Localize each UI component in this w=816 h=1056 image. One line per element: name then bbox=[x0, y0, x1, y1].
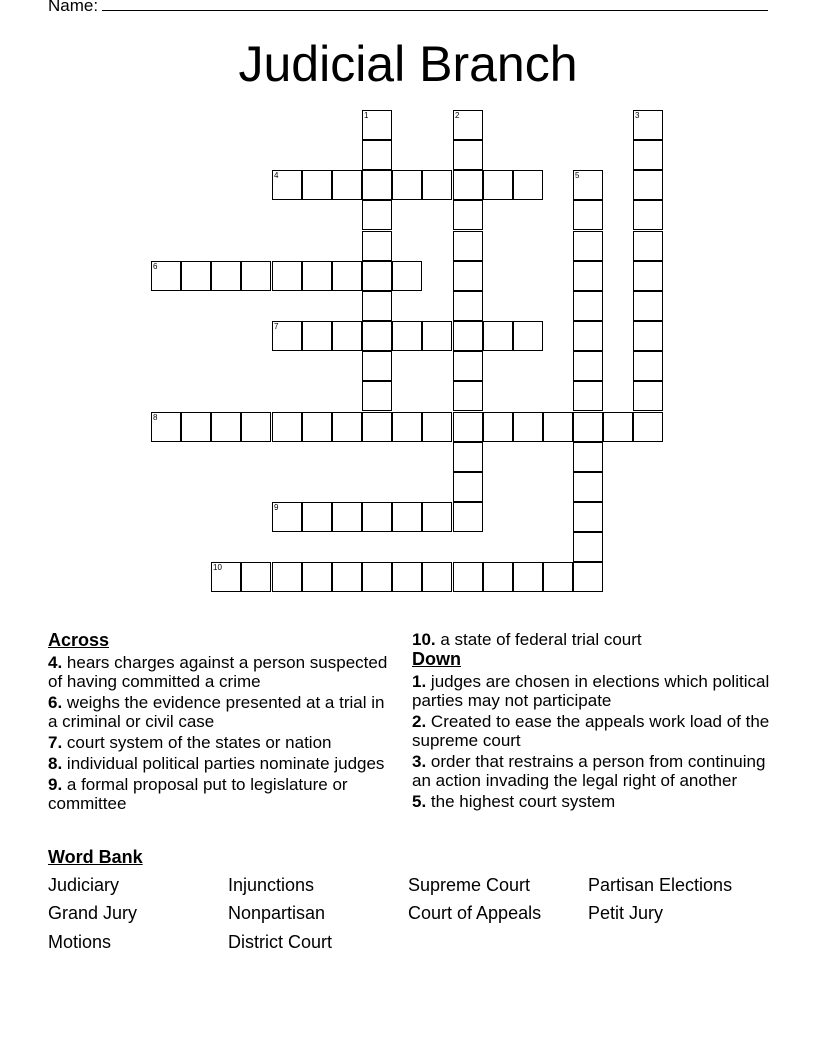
crossword-cell[interactable] bbox=[211, 261, 241, 291]
crossword-cell[interactable] bbox=[272, 170, 302, 200]
cell-number: 10 bbox=[213, 563, 222, 572]
crossword-cell[interactable] bbox=[483, 321, 513, 351]
across-clues bbox=[48, 630, 393, 813]
crossword-cell[interactable] bbox=[513, 412, 543, 442]
crossword-cell[interactable] bbox=[573, 321, 603, 351]
crossword-cell[interactable] bbox=[543, 412, 573, 442]
crossword-cell[interactable] bbox=[453, 351, 483, 381]
page-title: Judicial Branch bbox=[238, 36, 578, 92]
word-bank-item: Nonpartisan bbox=[228, 903, 326, 923]
crossword-cell[interactable] bbox=[332, 261, 362, 291]
crossword-cell[interactable] bbox=[362, 562, 392, 592]
crossword-cell[interactable] bbox=[573, 502, 603, 532]
crossword-cell[interactable] bbox=[573, 472, 603, 502]
crossword-cell[interactable] bbox=[453, 562, 483, 592]
crossword-cell[interactable] bbox=[483, 412, 513, 442]
crossword-cell[interactable] bbox=[573, 170, 603, 200]
crossword-cell[interactable] bbox=[151, 412, 181, 442]
crossword-cell[interactable] bbox=[513, 562, 543, 592]
crossword-cell[interactable] bbox=[332, 412, 362, 442]
clue-across-9: 9. a formal proposal put to legislature or committee bbox=[48, 775, 348, 813]
crossword-cell[interactable] bbox=[573, 562, 603, 592]
crossword-cell[interactable] bbox=[573, 200, 603, 230]
crossword-cell[interactable] bbox=[603, 412, 633, 442]
cell-number: 7 bbox=[274, 322, 279, 331]
crossword-cell[interactable] bbox=[453, 412, 483, 442]
crossword-cell[interactable] bbox=[633, 140, 663, 170]
crossword-cell[interactable] bbox=[483, 170, 513, 200]
crossword-cell[interactable] bbox=[453, 381, 483, 411]
crossword-cell[interactable] bbox=[573, 351, 603, 381]
crossword-cell[interactable] bbox=[392, 261, 422, 291]
crossword-cell[interactable] bbox=[272, 412, 302, 442]
crossword-cell[interactable] bbox=[453, 261, 483, 291]
crossword-cell[interactable] bbox=[453, 110, 483, 140]
crossword-cell[interactable] bbox=[362, 502, 392, 532]
crossword-cell[interactable] bbox=[302, 502, 332, 532]
clue-across-10: 10. a state of federal trial court bbox=[412, 630, 642, 649]
crossword-cell[interactable] bbox=[453, 231, 483, 261]
clue-down-5: 5. the highest court system bbox=[412, 792, 616, 811]
word-bank-item: Judiciary bbox=[48, 875, 120, 895]
across-heading: Across bbox=[48, 630, 110, 650]
name-label: Name: bbox=[48, 0, 99, 15]
crossword-cell[interactable] bbox=[573, 532, 603, 562]
crossword-cell[interactable] bbox=[453, 442, 483, 472]
crossword-cell[interactable] bbox=[422, 412, 452, 442]
word-bank-item: Court of Appeals bbox=[408, 903, 542, 923]
crossword-cell[interactable] bbox=[241, 261, 271, 291]
crossword-cell[interactable] bbox=[453, 502, 483, 532]
word-bank-item: Grand Jury bbox=[48, 903, 138, 923]
crossword-cell[interactable] bbox=[272, 562, 302, 592]
cell-number: 1 bbox=[364, 111, 369, 120]
crossword-cell[interactable] bbox=[151, 261, 181, 291]
crossword-cell[interactable] bbox=[272, 321, 302, 351]
crossword-cell[interactable] bbox=[302, 412, 332, 442]
crossword-cell[interactable] bbox=[633, 412, 663, 442]
clue-down-3: 3. order that restrains a person from continuing an action invading the legal right of another bbox=[412, 752, 766, 790]
crossword-cell[interactable] bbox=[302, 170, 332, 200]
crossword-cell[interactable] bbox=[573, 231, 603, 261]
crossword-cell[interactable] bbox=[302, 562, 332, 592]
crossword-cell[interactable] bbox=[573, 412, 603, 442]
crossword-cell[interactable] bbox=[241, 412, 271, 442]
crossword-cell[interactable] bbox=[362, 261, 392, 291]
crossword-cell[interactable] bbox=[573, 261, 603, 291]
crossword-cell[interactable] bbox=[573, 442, 603, 472]
crossword-cell[interactable] bbox=[633, 261, 663, 291]
crossword-cell[interactable] bbox=[422, 502, 452, 532]
clue-down-1: 1. judges are chosen in elections which political parties may not participate bbox=[412, 672, 770, 710]
crossword-cell[interactable] bbox=[633, 170, 663, 200]
word-bank-item: Injunctions bbox=[228, 875, 315, 895]
crossword-cell[interactable] bbox=[392, 321, 422, 351]
crossword-cell[interactable] bbox=[332, 562, 362, 592]
crossword-cell[interactable] bbox=[302, 321, 332, 351]
crossword-cell[interactable] bbox=[392, 502, 422, 532]
cell-number: 6 bbox=[153, 262, 158, 271]
word-bank-item: District Court bbox=[228, 932, 333, 952]
crossword-cell[interactable] bbox=[392, 170, 422, 200]
crossword-cell[interactable] bbox=[633, 351, 663, 381]
cell-number: 5 bbox=[575, 171, 580, 180]
crossword-cell[interactable] bbox=[633, 110, 663, 140]
crossword-cell[interactable] bbox=[573, 291, 603, 321]
clue-across-7: 7. court system of the states or nation bbox=[48, 733, 332, 752]
crossword-cell[interactable] bbox=[483, 562, 513, 592]
crossword-cell[interactable] bbox=[453, 200, 483, 230]
crossword-cell[interactable] bbox=[513, 170, 543, 200]
crossword-cell[interactable] bbox=[302, 261, 332, 291]
cell-number: 2 bbox=[455, 111, 460, 120]
crossword-cell[interactable] bbox=[272, 502, 302, 532]
crossword-cell[interactable] bbox=[573, 381, 603, 411]
down-clues bbox=[412, 630, 782, 811]
crossword-cell[interactable] bbox=[362, 231, 392, 261]
word-bank-heading: Word Bank bbox=[48, 847, 143, 867]
crossword-cell[interactable] bbox=[362, 140, 392, 170]
crossword-cell[interactable] bbox=[362, 110, 392, 140]
crossword-cell[interactable] bbox=[633, 291, 663, 321]
crossword-cell[interactable] bbox=[181, 261, 211, 291]
cell-number: 4 bbox=[274, 171, 279, 180]
clue-across-4: 4. hears charges against a person suspected of having committed a crime bbox=[48, 653, 388, 691]
crossword-cell[interactable] bbox=[453, 291, 483, 321]
word-bank-item: Motions bbox=[48, 932, 112, 952]
crossword-cell[interactable] bbox=[392, 562, 422, 592]
crossword-cell[interactable] bbox=[362, 412, 392, 442]
crossword-cell[interactable] bbox=[362, 381, 392, 411]
clue-down-2: 2. Created to ease the appeals work load of the supreme court bbox=[412, 712, 770, 750]
crossword-cell[interactable] bbox=[181, 412, 211, 442]
crossword-cell[interactable] bbox=[211, 562, 241, 592]
crossword-cell[interactable] bbox=[392, 412, 422, 442]
crossword-cell[interactable] bbox=[272, 261, 302, 291]
crossword-cell[interactable] bbox=[633, 321, 663, 351]
crossword-cell[interactable] bbox=[513, 321, 543, 351]
crossword-cell[interactable] bbox=[453, 321, 483, 351]
crossword-cell[interactable] bbox=[332, 321, 362, 351]
word-bank-item: Supreme Court bbox=[408, 875, 531, 895]
crossword-cell[interactable] bbox=[332, 170, 362, 200]
crossword-cell[interactable] bbox=[241, 562, 271, 592]
clue-across-6: 6. weighs the evidence presented at a trial in a criminal or civil case bbox=[48, 693, 385, 731]
crossword-cell[interactable] bbox=[633, 381, 663, 411]
crossword-cell[interactable] bbox=[332, 502, 362, 532]
crossword-cell[interactable] bbox=[362, 200, 392, 230]
clue-across-8: 8. individual political parties nominate judges bbox=[48, 754, 385, 773]
crossword-cell[interactable] bbox=[362, 321, 392, 351]
crossword-cell[interactable] bbox=[422, 562, 452, 592]
crossword-cell[interactable] bbox=[422, 170, 452, 200]
crossword-cell[interactable] bbox=[543, 562, 573, 592]
crossword-cell[interactable] bbox=[453, 170, 483, 200]
crossword-cell[interactable] bbox=[362, 291, 392, 321]
crossword-cell[interactable] bbox=[453, 472, 483, 502]
crossword-cell[interactable] bbox=[633, 200, 663, 230]
crossword-cell[interactable] bbox=[633, 231, 663, 261]
cell-number: 3 bbox=[635, 111, 640, 120]
crossword-cell[interactable] bbox=[453, 140, 483, 170]
cell-number: 9 bbox=[274, 503, 279, 512]
crossword-cell[interactable] bbox=[422, 321, 452, 351]
crossword-cell[interactable] bbox=[211, 412, 241, 442]
cell-number: 8 bbox=[153, 413, 158, 422]
crossword-cell[interactable] bbox=[362, 170, 392, 200]
word-bank-item: Partisan Elections bbox=[588, 875, 733, 895]
word-bank-item: Petit Jury bbox=[588, 903, 664, 923]
crossword-cell[interactable] bbox=[362, 351, 392, 381]
down-heading: Down bbox=[412, 649, 461, 669]
